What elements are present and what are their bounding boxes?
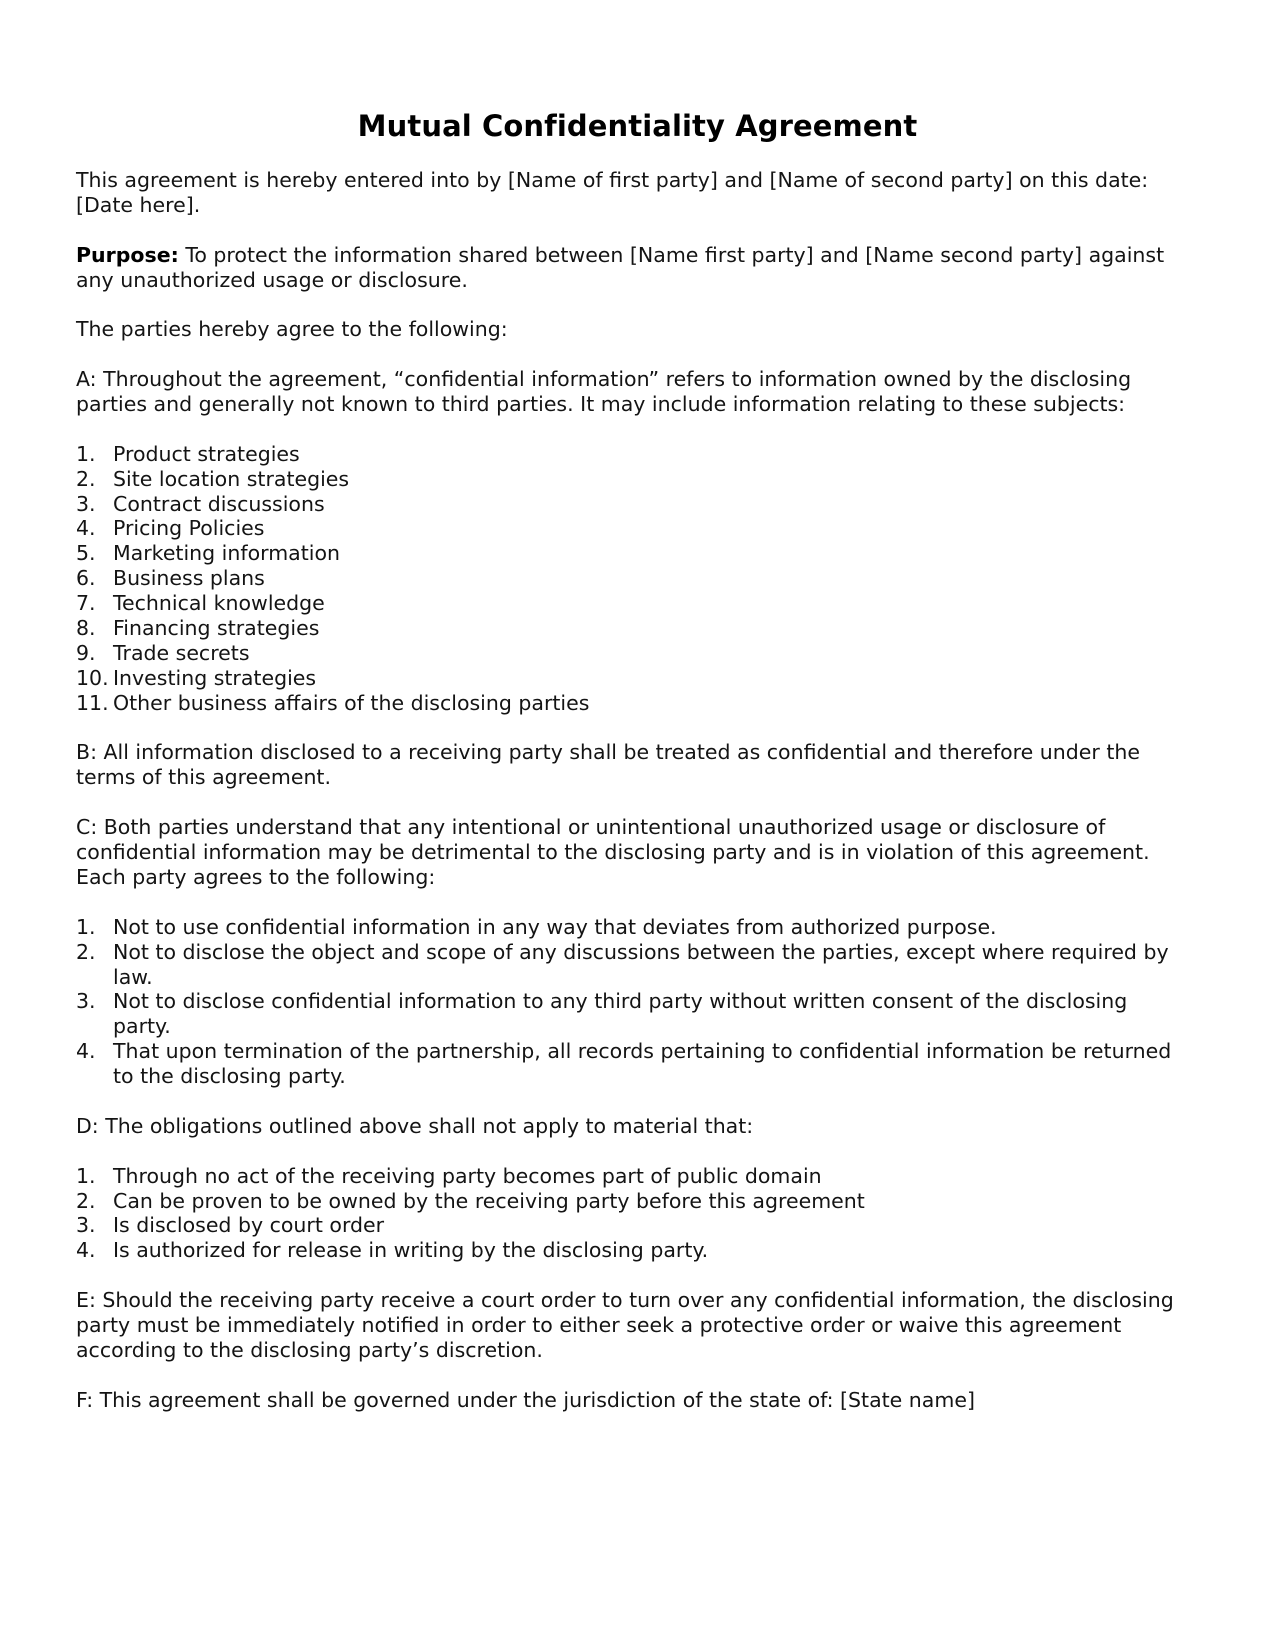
section-c-list <box>76 915 1216 1089</box>
purpose-line: any unauthorized usage or disclosure. <box>76 267 468 292</box>
section-d-paragraph <box>76 1114 1216 1139</box>
purpose-line <box>76 243 1216 268</box>
list-item-text: Not to disclose the object and scope of any discussions between the parties, except where required by <box>113 939 1169 964</box>
list-item-text: Business plans <box>113 566 265 591</box>
list-item-text: Marketing information <box>113 541 341 566</box>
document-body <box>76 168 1216 1437</box>
list-item-text: Product strategies <box>113 441 300 466</box>
list-item <box>76 1164 1216 1189</box>
list-item <box>76 641 1216 666</box>
list-item <box>76 666 1216 691</box>
section-d-list <box>76 1164 1216 1264</box>
list-item-number: 1. <box>76 914 96 939</box>
list-item <box>76 940 1216 990</box>
list-item-number: 4. <box>76 1238 96 1263</box>
section-f-paragraph <box>76 1388 1216 1413</box>
list-item-text: Technical knowledge <box>113 591 325 616</box>
list-item-number: 11. <box>76 690 109 715</box>
list-item <box>76 915 1216 940</box>
list-item <box>76 492 1216 517</box>
list-item <box>76 1189 1216 1214</box>
section-e-paragraph <box>76 1288 1216 1363</box>
list-item-number: 7. <box>76 591 96 616</box>
agree-statement <box>76 317 1216 342</box>
list-item <box>76 467 1216 492</box>
purpose-text: To protect the information shared between [Name first party] and [Name second party] against <box>178 242 1165 267</box>
list-item-number: 2. <box>76 939 96 964</box>
list-item-text: Through no act of the receiving party becomes part of public domain <box>113 1163 822 1188</box>
section-a-line: parties and generally not known to third parties. It may include information relating to these subjects: <box>76 392 1126 417</box>
section-a-list <box>76 442 1216 716</box>
list-item-text: Contract discussions <box>113 491 325 516</box>
list-item-text: Is disclosed by court order <box>113 1213 385 1238</box>
list-item-text: That upon termination of the partnership, all records pertaining to confidential information be returned <box>113 1039 1172 1064</box>
list-item-text: party. <box>113 1014 171 1039</box>
list-item <box>76 516 1216 541</box>
section-d-line: D: The obligations outlined above shall not apply to material that: <box>76 1113 754 1138</box>
list-item <box>76 989 1216 1039</box>
list-item-text: Investing strategies <box>113 665 317 690</box>
section-f-line: F: This agreement shall be governed under the jurisdiction of the state of: [State name] <box>76 1387 975 1412</box>
agree-statement-line: The parties hereby agree to the following: <box>76 317 508 342</box>
list-item <box>76 691 1216 716</box>
list-item-number: 6. <box>76 566 96 591</box>
list-item <box>76 1039 1216 1089</box>
list-item <box>76 566 1216 591</box>
document-title: Mutual Confidentiality Agreement <box>357 109 918 143</box>
list-item-number: 5. <box>76 541 96 566</box>
purpose-paragraph <box>76 243 1216 293</box>
intro-line: This agreement is hereby entered into by [Name of first party] and [Name of second party] on this date: <box>76 168 1149 192</box>
list-item <box>76 1238 1216 1263</box>
intro-paragraph <box>76 168 1216 218</box>
list-item-number: 3. <box>76 989 96 1014</box>
list-item-text: Financing strategies <box>113 616 320 641</box>
section-e-line: E: Should the receiving party receive a court order to turn over any confidential information, the disclosing <box>76 1288 1174 1313</box>
section-a-line: A: Throughout the agreement, “confidential information” refers to information owned by the disclosing <box>76 367 1132 392</box>
list-item-text: Pricing Policies <box>113 516 265 541</box>
list-item-number: 3. <box>76 1213 96 1238</box>
list-item-number: 3. <box>76 491 96 516</box>
list-item <box>76 541 1216 566</box>
section-e-line: party must be immediately notified in order to either seek a protective order or waive this agreement <box>76 1312 1122 1337</box>
list-item-text: Can be proven to be owned by the receiving party before this agreement <box>113 1188 865 1213</box>
section-b-line: terms of this agreement. <box>76 765 331 790</box>
list-item-number: 1. <box>76 1163 96 1188</box>
list-item <box>76 1213 1216 1238</box>
purpose-label: Purpose: <box>76 242 179 267</box>
section-b-line: B: All information disclosed to a receiving party shall be treated as confidential and therefore under the <box>76 740 1140 765</box>
list-item-number: 1. <box>76 441 96 466</box>
list-item-number: 8. <box>76 616 96 641</box>
section-c-line: confidential information may be detrimental to the disclosing party and is in violation of this agreement. <box>76 840 1150 865</box>
list-item-number: 10. <box>76 665 109 690</box>
list-item-number: 4. <box>76 1039 96 1064</box>
list-item-number: 9. <box>76 640 96 665</box>
section-c-paragraph <box>76 815 1216 890</box>
intro-line: [Date here]. <box>76 192 201 217</box>
list-item-text: to the disclosing party. <box>113 1064 346 1089</box>
list-item-number: 2. <box>76 1188 96 1213</box>
list-item-number: 4. <box>76 516 96 541</box>
list-item-text: Is authorized for release in writing by the disclosing party. <box>113 1238 709 1263</box>
list-item <box>76 442 1216 467</box>
list-item-text: law. <box>113 964 153 989</box>
section-b-paragraph <box>76 740 1216 790</box>
section-c-line: C: Both parties understand that any intentional or unintentional unauthorized usage or disclosure of <box>76 815 1106 840</box>
list-item-number: 2. <box>76 466 96 491</box>
list-item-text: Not to use confidential information in any way that deviates from authorized purpose. <box>113 914 997 939</box>
section-c-line: Each party agrees to the following: <box>76 864 436 889</box>
list-item-text: Site location strategies <box>113 466 350 491</box>
list-item <box>76 616 1216 641</box>
section-e-line: according to the disclosing party’s discretion. <box>76 1337 543 1362</box>
list-item-text: Other business affairs of the disclosing parties <box>113 690 590 715</box>
list-item-text: Not to disclose confidential information to any third party without written consent of the disclosing <box>113 989 1128 1014</box>
list-item-text: Trade secrets <box>113 640 250 665</box>
list-item <box>76 591 1216 616</box>
section-a-paragraph <box>76 367 1216 417</box>
